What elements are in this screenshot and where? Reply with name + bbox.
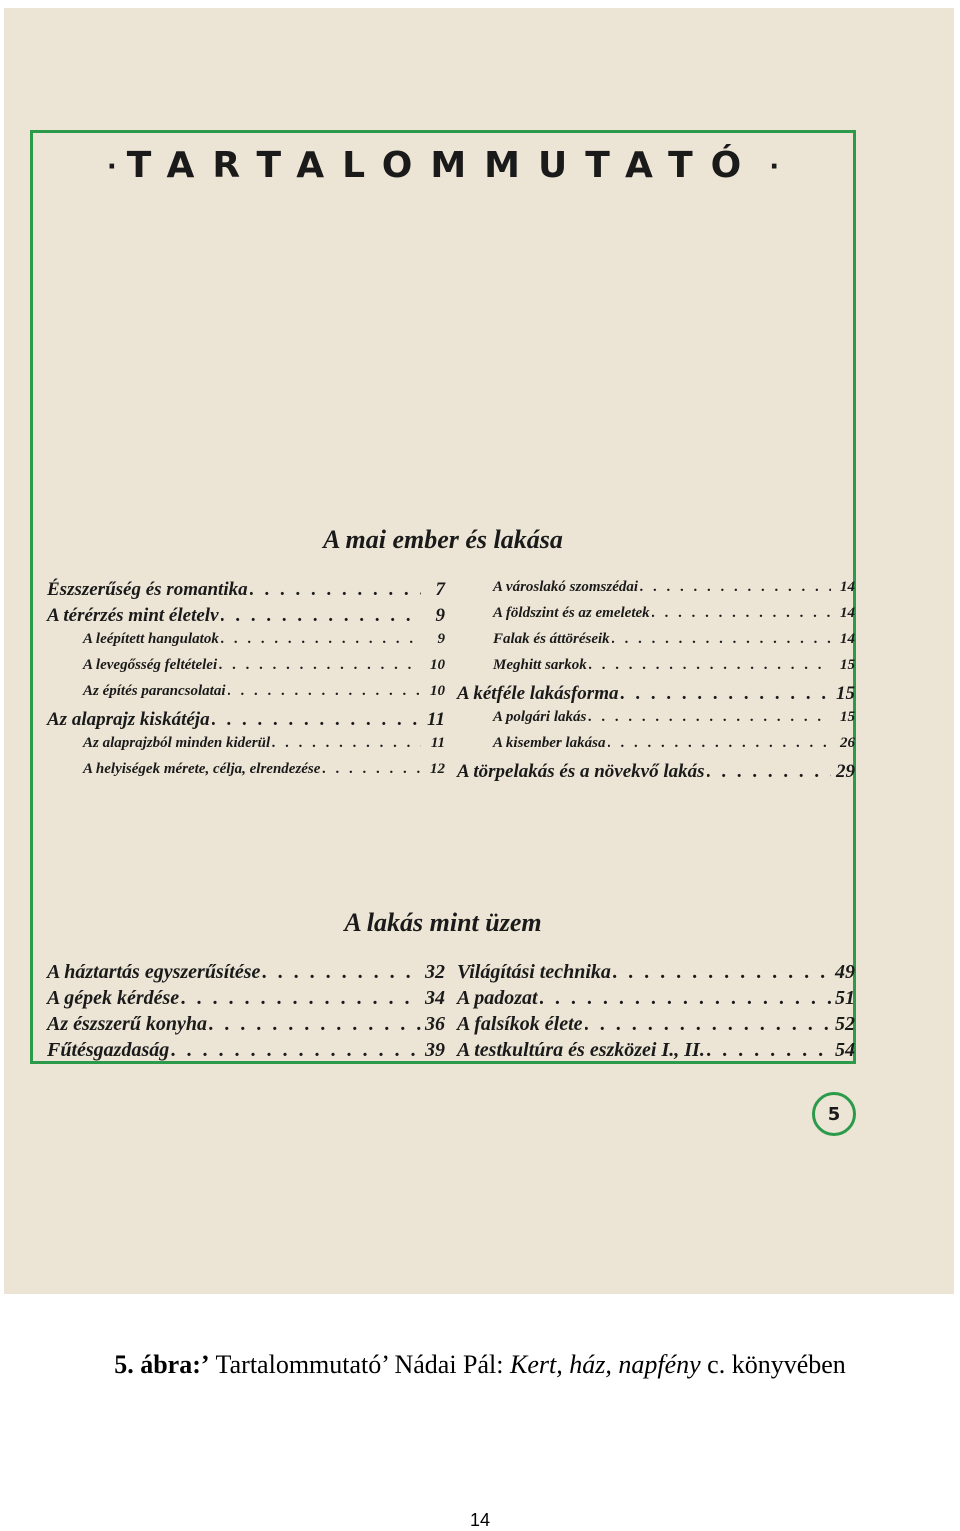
caption-text: Tartalommutató’ Nádai Pál: [209, 1350, 511, 1379]
caption-label: 5. ábra:’ [114, 1350, 210, 1379]
toc-entry-page: 51 [835, 987, 855, 1009]
toc-leader-dots [707, 761, 831, 783]
toc-leader-dots [608, 735, 831, 752]
toc-leader-dots [612, 631, 831, 648]
toc-entry-label: A földszint és az emeletek [493, 605, 650, 621]
toc-entry [47, 579, 445, 605]
toc-entry [47, 631, 445, 657]
scanned-page [4, 8, 954, 1294]
toc-leader-dots [221, 605, 421, 627]
page-number-badge: 5 [812, 1092, 856, 1136]
toc-entry-page: 9 [437, 631, 445, 647]
toc-entry-label: A leépített hangulatok [83, 631, 219, 647]
toc-entry-page: 14 [840, 579, 855, 595]
caption-book-title: Kert, ház, napfény [510, 1350, 701, 1379]
section-heading-2: A lakás mint üzem [344, 908, 542, 937]
toc-entry-page: 15 [836, 683, 855, 704]
toc-entry-label: A helyiségek mérete, célja, elrendezése [83, 761, 321, 777]
toc-leader-dots [652, 605, 831, 622]
toc-entry [457, 579, 855, 605]
toc-entry [47, 961, 445, 987]
toc-entry-page: 29 [836, 761, 855, 782]
toc-entry-label: Az építés parancsolatai [83, 683, 226, 699]
toc-leader-dots [322, 761, 421, 778]
toc-entry-label: Falak és áttöréseik [493, 631, 610, 647]
toc-frame [30, 130, 856, 1064]
toc-entry [457, 1039, 855, 1065]
toc-entry [457, 605, 855, 631]
toc-entry-page: 10 [430, 683, 445, 699]
toc-leader-dots [181, 987, 421, 1010]
toc-entry-label: Az alaprajzból minden kiderül [83, 735, 271, 751]
toc-entry [47, 761, 445, 787]
toc-entry-page: 15 [840, 657, 855, 673]
toc-entry [457, 735, 855, 761]
toc-entry-label: A térérzés mint életelv [47, 605, 219, 626]
toc-leader-dots [171, 1039, 421, 1062]
toc-entry-label: A testkultúra és eszközei I., II. [457, 1039, 705, 1061]
toc-entry-label: A gépek kérdése [47, 987, 180, 1009]
figure-caption [0, 1350, 960, 1380]
toc-entry [47, 709, 445, 735]
toc-entry [457, 631, 855, 657]
toc-leader-dots [272, 735, 421, 752]
toc-entry-page: 36 [425, 1013, 445, 1035]
toc-entry-label: Az alaprajz kiskátéja [47, 709, 210, 730]
toc-entry [457, 987, 855, 1013]
toc-entry-label: A levegősség feltételei [83, 657, 218, 673]
toc-entry [47, 987, 445, 1013]
toc-entry-page: 52 [835, 1013, 855, 1035]
toc-title [33, 145, 853, 186]
caption-suffix: c. könyvében [700, 1350, 846, 1379]
toc-entry-label: A kétféle lakásforma [457, 683, 619, 704]
toc-leader-dots [209, 1013, 421, 1036]
toc-entry [47, 605, 445, 631]
toc-entry-label: A polgári lakás [493, 709, 587, 725]
toc-entry-label: A padozat [457, 987, 538, 1009]
toc-entry-page: 12 [430, 761, 445, 777]
footer-page-number: 14 [469, 1510, 491, 1530]
toc-entry [47, 1013, 445, 1039]
section-1-right-column [457, 579, 855, 787]
toc-leader-dots [707, 1039, 831, 1062]
toc-leader-dots [219, 657, 421, 674]
toc-entry [457, 709, 855, 735]
toc-entry-page: 14 [840, 631, 855, 647]
section-heading-1: A mai ember és lakása [323, 525, 563, 554]
toc-entry-page: 49 [835, 961, 855, 983]
toc-entry-page: 7 [435, 579, 445, 600]
toc-entry-label: Meghitt sarkok [493, 657, 587, 673]
toc-leader-dots [640, 579, 831, 596]
toc-entry-label: Észszerűség és romantika [47, 579, 248, 600]
toc-entry [457, 683, 855, 709]
toc-leader-dots [262, 961, 421, 984]
toc-entry [457, 657, 855, 683]
title-dot-left: · [106, 152, 117, 182]
toc-entry-label: Világítási technika [457, 961, 611, 983]
toc-leader-dots [613, 961, 831, 984]
toc-entry-label: Az észszerű konyha [47, 1013, 208, 1035]
toc-entry-page: 26 [840, 735, 855, 751]
toc-entry-label: A háztartás egyszerűsítése [47, 961, 261, 983]
toc-entry-page: 9 [435, 605, 445, 626]
toc-entry-page: 10 [430, 657, 445, 673]
toc-leader-dots [589, 657, 831, 674]
title-dot-right: · [769, 152, 780, 182]
toc-entry [47, 657, 445, 683]
toc-leader-dots [588, 709, 831, 726]
toc-leader-dots [228, 683, 421, 700]
toc-entry [47, 683, 445, 709]
section-2-left-column [47, 961, 445, 1065]
toc-leader-dots [585, 1013, 831, 1036]
toc-entry-page: 34 [425, 987, 445, 1009]
toc-entry [457, 1013, 855, 1039]
toc-entry-label: A kisember lakása [493, 735, 606, 751]
toc-entry-page: 39 [425, 1039, 445, 1061]
toc-leader-dots [212, 709, 421, 731]
section-1-left-column [47, 579, 445, 787]
toc-entry-page: 32 [425, 961, 445, 983]
toc-entry [457, 761, 855, 787]
toc-leader-dots [540, 987, 831, 1010]
toc-leader-dots [250, 579, 421, 601]
toc-entry [457, 961, 855, 987]
toc-entry [47, 735, 445, 761]
toc-entry-label: A városlakó szomszédai [493, 579, 639, 595]
toc-entry-page: 15 [840, 709, 855, 725]
toc-leader-dots [221, 631, 421, 648]
toc-entry-page: 54 [835, 1039, 855, 1061]
toc-entry-label: A falsíkok élete [457, 1013, 583, 1035]
toc-title-text: TARTALOMMUTATÓ [126, 145, 760, 186]
toc-entry-label: A törpelakás és a növekvő lakás [457, 761, 705, 782]
toc-leader-dots [620, 683, 831, 705]
toc-entry-page: 11 [427, 709, 445, 730]
toc-entry-page: 14 [840, 605, 855, 621]
toc-entry-label: Fűtésgazdaság [47, 1039, 170, 1061]
toc-entry [47, 1039, 445, 1065]
toc-entry-page: 11 [430, 735, 445, 751]
section-2-right-column [457, 961, 855, 1065]
